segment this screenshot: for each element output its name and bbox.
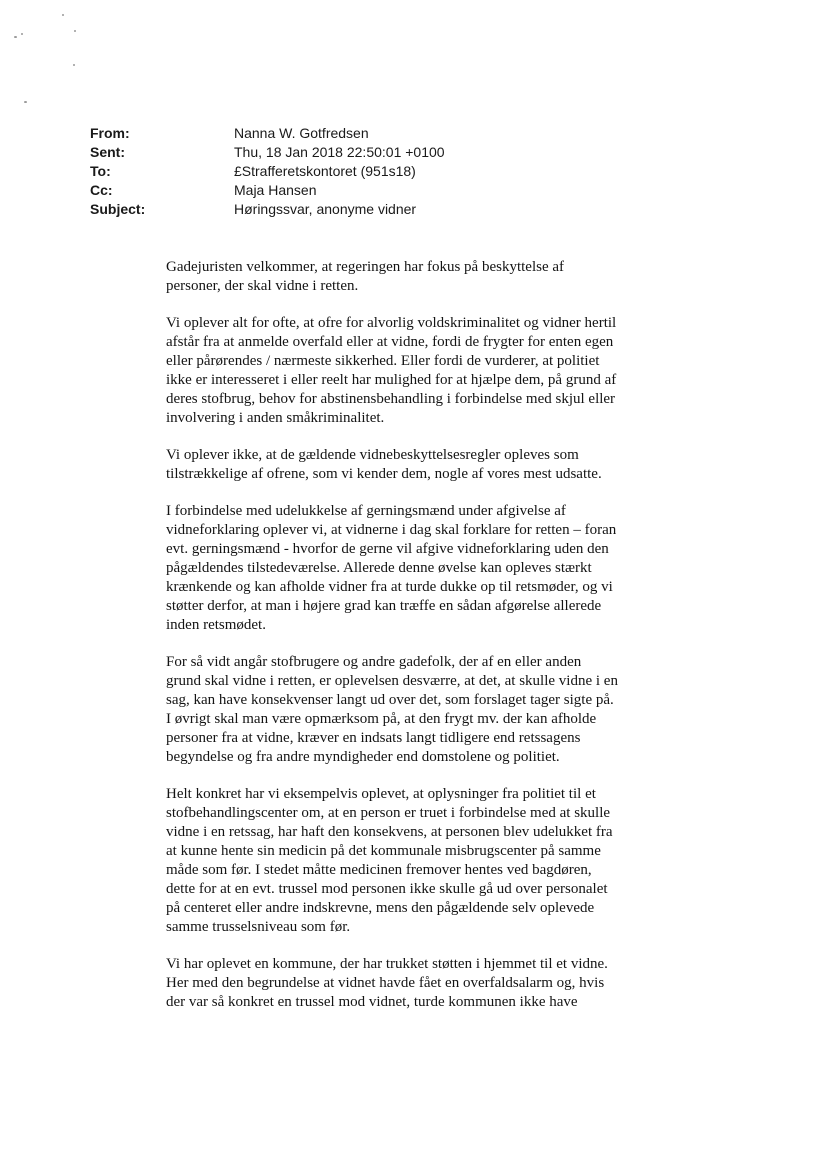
email-body — [166, 258, 666, 1030]
paragraph-line: krænkende og kan afholde vidner fra at turde dukke op til retsmøder, og vi — [166, 579, 613, 595]
paragraph-line: grund skal vidne i retten, er oplevelsen desværre, at det, at skulle vidne i en — [166, 673, 618, 689]
paragraph-line: afstår fra at anmelde overfald eller at vidne, fordi de frygter for enten egen — [166, 334, 614, 350]
paragraph-line: Vi har oplevet en kommune, der har trukket støtten i hjemmet til et vidne. — [166, 956, 608, 972]
paragraph-line: personer, der skal vidne i retten. — [166, 278, 359, 294]
header-label: Subject: — [90, 201, 146, 217]
paragraph-line: støtter derfor, at man i højere grad kan træffe en sådan afgørelse allerede — [166, 598, 602, 614]
header-label: Cc: — [90, 182, 113, 198]
paragraph-line: pågældendes tilstedeværelse. Allerede denne øvelse kan opleves stærkt — [166, 560, 592, 576]
paragraph-line: vidneforklaring oplever vi, at vidnerne i dag skal forklare for retten – foran — [166, 522, 617, 538]
paragraph-line: inden retsmødet. — [166, 617, 266, 633]
header-row — [90, 181, 690, 200]
scan-speck — [21, 33, 23, 35]
header-label: From: — [90, 125, 130, 141]
paragraph-line: deres stofbrug, behov for abstinensbehandling i forbindelse med skjul eller — [166, 391, 616, 407]
header-value: Thu, 18 Jan 2018 22:50:01 +0100 — [234, 144, 445, 160]
paragraph-line: på centeret eller andre indskrevne, mens den pågældende selv oplevede — [166, 900, 595, 916]
body-paragraph — [166, 258, 666, 296]
paragraph-line: samme trusselsniveau som før. — [166, 919, 351, 935]
paragraph-line: evt. gerningsmænd - hvorfor de gerne vil afgive vidneforklaring uden den — [166, 541, 609, 557]
paragraph-line: Gadejuristen velkommer, at regeringen har fokus på beskyttelse af — [166, 259, 565, 275]
body-paragraph — [166, 955, 666, 1012]
paragraph-line: vidne i en retssag, har haft den konsekvens, at personen blev udelukket fra — [166, 824, 613, 840]
paragraph-line: eller pårørendes / nærmeste sikkerhed. Eller fordi de vurderer, at politiet — [166, 353, 600, 369]
paragraph-line: måde som før. I stedet måtte medicinen fremover hentes ved bagdøren, — [166, 862, 592, 878]
paragraph-line: Vi oplever ikke, at de gældende vidnebeskyttelsesregler opleves som — [166, 447, 579, 463]
body-paragraph — [166, 502, 666, 635]
body-paragraph — [166, 653, 666, 767]
header-row — [90, 200, 690, 219]
header-value: Nanna W. Gotfredsen — [234, 125, 369, 141]
paragraph-line: I forbindelse med udelukkelse af gerningsmænd under afgivelse af — [166, 503, 566, 519]
header-row — [90, 124, 690, 143]
scan-speck — [62, 14, 64, 16]
header-value: Høringssvar, anonyme vidner — [234, 201, 417, 217]
header-value: £Strafferetskontoret (951s18) — [234, 163, 416, 179]
paragraph-line: sag, kan have konsekvenser langt ud over det, som forslaget tager sigte på. — [166, 692, 614, 708]
body-paragraph — [166, 314, 666, 428]
email-header — [90, 124, 690, 219]
paragraph-line: at kunne hente sin medicin på det kommunale misbrugscenter på samme — [166, 843, 601, 859]
paragraph-line: ikke er interesseret i eller reelt har mulighed for at hjælpe dem, på grund af — [166, 372, 617, 388]
header-value: Maja Hansen — [234, 182, 317, 198]
paragraph-line: dette for at en evt. trussel mod personen ikke skulle gå ud over personalet — [166, 881, 608, 897]
paragraph-line: Her med den begrundelse at vidnet havde fået en overfaldsalarm og, hvis — [166, 975, 605, 991]
body-paragraph — [166, 785, 666, 937]
paragraph-line: begyndelse og fra andre myndigheder end domstolene og politiet. — [166, 749, 560, 765]
paragraph-line: Helt konkret har vi eksempelvis oplevet, at oplysninger fra politiet til et — [166, 786, 596, 802]
scan-speck — [14, 36, 17, 38]
paragraph-line: Vi oplever alt for ofte, at ofre for alvorlig voldskriminalitet og vidner hertil — [166, 315, 617, 331]
paragraph-line: tilstrækkelige af ofrene, som vi kender dem, nogle af vores mest udsatte. — [166, 466, 602, 482]
scan-speck — [73, 64, 75, 66]
scan-speck — [74, 30, 76, 32]
header-row — [90, 162, 690, 181]
scan-speck — [24, 101, 27, 103]
paragraph-line: personer fra at vidne, kræver en indsats langt tidligere end retssagens — [166, 730, 581, 746]
paragraph-line: der var så konkret en trussel mod vidnet, turde kommunen ikke have — [166, 994, 578, 1010]
paragraph-line: I øvrigt skal man være opmærksom på, at den frygt mv. der kan afholde — [166, 711, 597, 727]
body-paragraph — [166, 446, 666, 484]
header-label: To: — [90, 163, 111, 179]
paragraph-line: involvering i anden småkriminalitet. — [166, 410, 385, 426]
header-row — [90, 143, 690, 162]
paragraph-line: stofbehandlingscenter om, at en person er truet i forbindelse med at skulle — [166, 805, 611, 821]
header-label: Sent: — [90, 144, 125, 160]
paragraph-line: For så vidt angår stofbrugere og andre gadefolk, der af en eller anden — [166, 654, 582, 670]
